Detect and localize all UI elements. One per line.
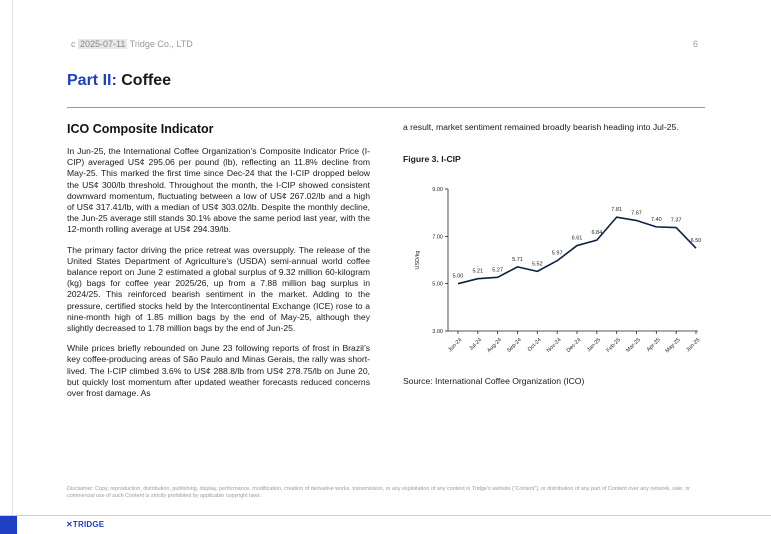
header-company: Tridge Co., LTD — [129, 39, 193, 49]
x-tick-label: Oct-24 — [526, 337, 543, 354]
y-tick-label: 7.00 — [432, 234, 443, 241]
figure-source: Source: International Coffee Organization (ICO) — [403, 376, 585, 386]
data-label: 5.27 — [492, 267, 504, 274]
footer-divider — [0, 515, 771, 516]
part-name: Coffee — [121, 72, 172, 89]
figure-title: Figure 3. I-CIP — [403, 154, 461, 164]
header-info — [71, 39, 193, 49]
header-prefix: c — [71, 39, 76, 49]
icip-line-chart — [403, 175, 703, 360]
x-tick-label: Jul-24 — [468, 337, 484, 353]
footer-accent-block — [0, 516, 17, 534]
x-tick-label: Feb-25 — [605, 337, 623, 354]
y-tick-label: 5.00 — [432, 281, 443, 288]
data-label: 5.21 — [472, 268, 484, 275]
paragraph: While prices briefly rebounded on June 23 following reports of frost in Brazil’s key coffee-producing areas of São Paulo and Minas Gerais, the rally was short-lived. The I-CIP climbed 3.6% to US¢ 288.8/lb from US¢ 278.75/lb on June 20, but quickly lost momentum after updated weather forecasts reduced concerns over frost damage. As — [67, 343, 370, 399]
tridge-logo[interactable]: ✕TRIDGE — [66, 520, 105, 529]
data-label: 7.40 — [650, 216, 662, 223]
part-title — [67, 72, 171, 90]
x-tick-label: Nov-24 — [545, 337, 563, 354]
data-label: 6.84 — [591, 230, 603, 237]
data-label: 5.71 — [512, 256, 523, 263]
series-line-icip — [458, 217, 696, 284]
x-tick-label: Dec-24 — [565, 337, 583, 354]
x-tick-label: May-25 — [664, 337, 682, 355]
page-number: 6 — [693, 39, 699, 49]
data-label: 5.97 — [551, 250, 563, 257]
x-tick-label: Apr-25 — [645, 337, 662, 354]
x-tick-label: Sep-24 — [506, 337, 523, 354]
x-tick-label: Jun-25 — [685, 337, 702, 354]
x-tick-label: Jan-25 — [586, 337, 603, 354]
x-tick-label: Aug-24 — [486, 337, 504, 354]
data-label: 5.52 — [531, 261, 543, 268]
data-label: 7.81 — [611, 207, 623, 214]
data-label: 7.37 — [670, 217, 682, 224]
data-label: 6.50 — [690, 238, 702, 245]
y-axis-label: USD/kg — [415, 250, 421, 270]
part-label: Part II: — [67, 72, 117, 89]
paragraph: The primary factor driving the price retreat was oversupply. The release of the United States Department of Agriculture’s (USDA) semi-annual world coffee balance report on June 2 estimated a global surplus of 9.32 million 60-kilogram (kg) bags for coffee year 2025/26, up from a 7.88 million bag surplus in 2024/25. This reinforced bearish sentiment in the market. Adding to the pressure, certified stocks held by the Intercontinental Exchange (ICE) rose to a nine-month high of 1.85 million bags by the end of May-25, although they slightly decreased to 1.78 million bags by the end of Jun-25. — [67, 244, 370, 334]
page-left-edge — [12, 0, 13, 515]
data-label: 7.67 — [631, 210, 642, 217]
data-label: 6.61 — [571, 235, 583, 242]
data-label: 5.00 — [452, 273, 464, 280]
x-tick-label: Jun-24 — [447, 337, 464, 354]
title-divider — [67, 107, 705, 108]
disclaimer: Disclaimer: Copy, reproduction, distribution, publishing, display, performance, modification, creation of derivative works, transmission, or any exploitation of any content in Tridge’s website (“Content”), or distribution of any part of Content over any network, sale, or commercial use of such Content is strictly prohibited by applicable copyright laws. — [67, 486, 690, 499]
body-left-column — [67, 146, 370, 408]
paragraph: In Jun-25, the International Coffee Organization’s Composite Indicator Price (I-CIP) averaged US¢ 295.06 per pound (lb), reflecting an 11.8% decline from May-25. This marked the first time since Dec-24 that the I-CIP dropped below the US¢ 300/lb threshold. Throughout the month, the I-CIP showed consistent downward momentum, fluctuating between a low of US¢ 267.02/lb and a high of US¢ 317.41/lb, with a median of US¢ 303.02/lb. Despite the monthly decline, the Jun-25 average still stands 30.1% above the same period last year, with the 12-month rolling average at US¢ 294.39/lb. — [67, 146, 370, 235]
section-title: ICO Composite Indicator — [67, 122, 214, 136]
x-tick-label: Mar-25 — [625, 337, 642, 354]
body-right-column — [403, 122, 706, 133]
paragraph-continuation: a result, market sentiment remained broadly bearish heading into Jul-25. — [403, 122, 679, 132]
header-date: 2025-07-11 — [80, 39, 126, 49]
y-tick-label: 9.00 — [432, 187, 443, 193]
y-tick-label: 3.00 — [432, 329, 443, 335]
